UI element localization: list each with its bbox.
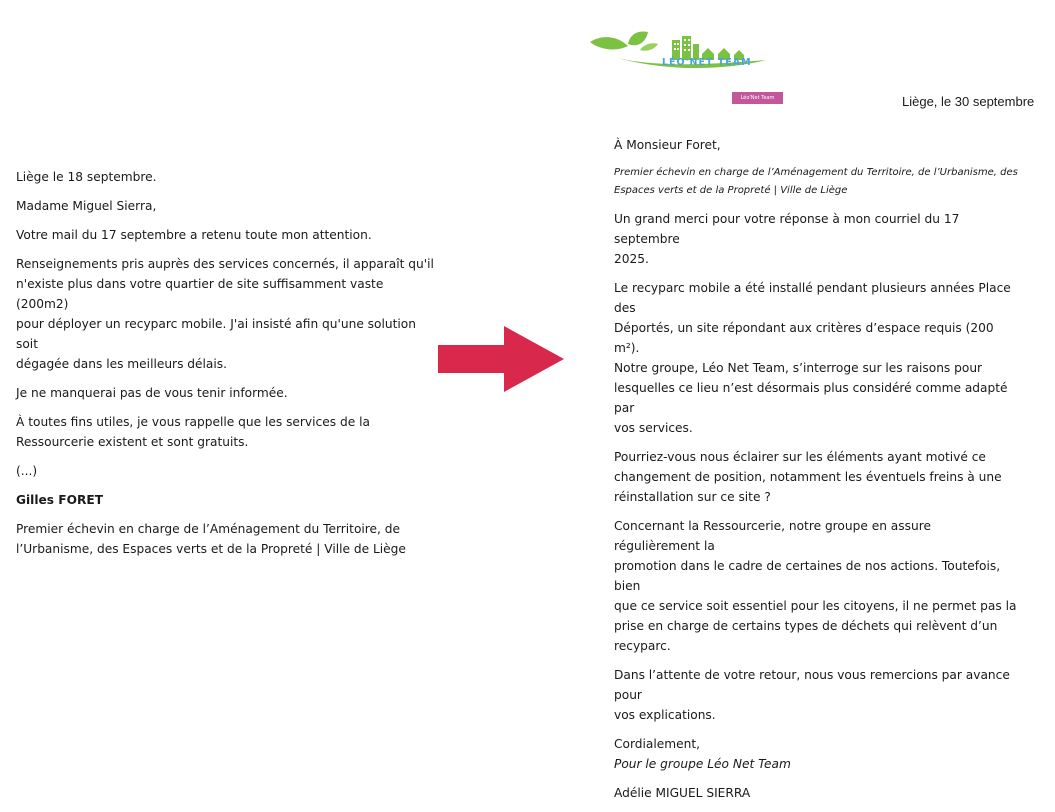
logo-text: LÉO'NET TEAM [662,57,752,68]
text-line: pour déployer un recyparc mobile. J'ai insisté afin qu'une solution soit [16,317,416,351]
left-paragraph-3: Je ne manquerai pas de vous tenir informée. [16,386,288,400]
text-line: Un grand merci pour votre réponse à mon courriel du 17 septembre [614,212,960,246]
text-line: Espaces verts et de la Propreté | Ville de Liège [614,185,848,196]
right-salutation: À Monsieur Foret, [614,138,721,152]
text-line: vos explications. [614,708,716,722]
text-line: Pourriez-vous nous éclairer sur les éléments ayant motivé ce [614,450,986,464]
party-badge: Léo'Net Team [732,92,783,104]
right-paragraph-2 [614,278,1019,438]
left-date: Liège le 18 septembre. [16,170,157,184]
text-line: que ce service soit essentiel pour les citoyens, il ne permet pas la [614,599,1017,613]
recipient-title [614,164,1019,200]
text-line: Ressourcerie existent et sont gratuits. [16,435,249,449]
right-letter [614,135,1019,812]
text-line: vos services. [614,421,693,435]
text-line: prise en charge de certains types de déchets qui relèvent d’un [614,619,998,633]
left-signature: Gilles FORET [16,493,104,507]
leo-net-team-logo [588,30,770,78]
right-signature: Adélie MIGUEL SIERRA [614,786,751,800]
text-line: l’Urbanisme, des Espaces verts et de la Propreté | Ville de Liège [16,542,406,556]
text-line: Concernant la Ressourcerie, notre groupe en assure régulièrement la [614,519,931,553]
text-line: À toutes fins utiles, je vous rappelle que les services de la [16,415,370,429]
right-date: Liège, le 30 septembre [902,94,1035,109]
text-line: dégagée dans les meilleurs délais. [16,357,227,371]
text-line: Dans l’attente de votre retour, nous vous remercions par avance pour [614,668,1010,702]
left-paragraph-4 [16,412,436,452]
text-line: changement de position, notamment les éventuels freins à une [614,470,1002,484]
left-salutation: Madame Miguel Sierra, [16,199,157,213]
text-line: Le recyparc mobile a été installé pendant plusieurs années Place des [614,281,1011,315]
text-line: recyparc. [614,639,671,653]
text-line: Premier échevin en charge de l’Aménagement du Territoire, de l’Urbanisme, des [614,167,1018,178]
text-line: promotion dans le cadre de certaines de nos actions. Toutefois, bien [614,559,1001,593]
right-paragraph-1 [614,209,1019,269]
right-paragraph-4 [614,516,1019,656]
text-line: Premier échevin en charge de l’Aménagement du Territoire, de [16,522,401,536]
text-line: réinstallation sur ce site ? [614,490,771,504]
right-closing [614,734,1019,774]
closing-text: Cordialement, [614,737,700,751]
left-ellipsis: (...) [16,464,38,478]
left-paragraph-1: Votre mail du 17 septembre a retenu toute mon attention. [16,228,372,242]
closing-group: Pour le groupe Léo Net Team [614,757,791,771]
text-line: Notre groupe, Léo Net Team, s’interroge sur les raisons pour [614,361,983,375]
left-paragraph-2 [16,254,436,374]
text-line: lesquelles ce lieu n’est désormais plus considéré comme adapté par [614,381,1008,415]
right-paragraph-5 [614,665,1019,725]
right-paragraph-3 [614,447,1019,507]
left-signer-title [16,519,436,559]
text-line: Déportés, un site répondant aux critères d’espace requis (200 m²). [614,321,994,355]
text-line: 2025. [614,252,649,266]
left-letter [16,167,436,568]
text-line: n'existe plus dans votre quartier de site suffisamment vaste (200m2) [16,277,384,311]
arrow-right-icon [438,326,564,392]
text-line: Renseignements pris auprès des services concernés, il apparaît qu'il [16,257,434,271]
